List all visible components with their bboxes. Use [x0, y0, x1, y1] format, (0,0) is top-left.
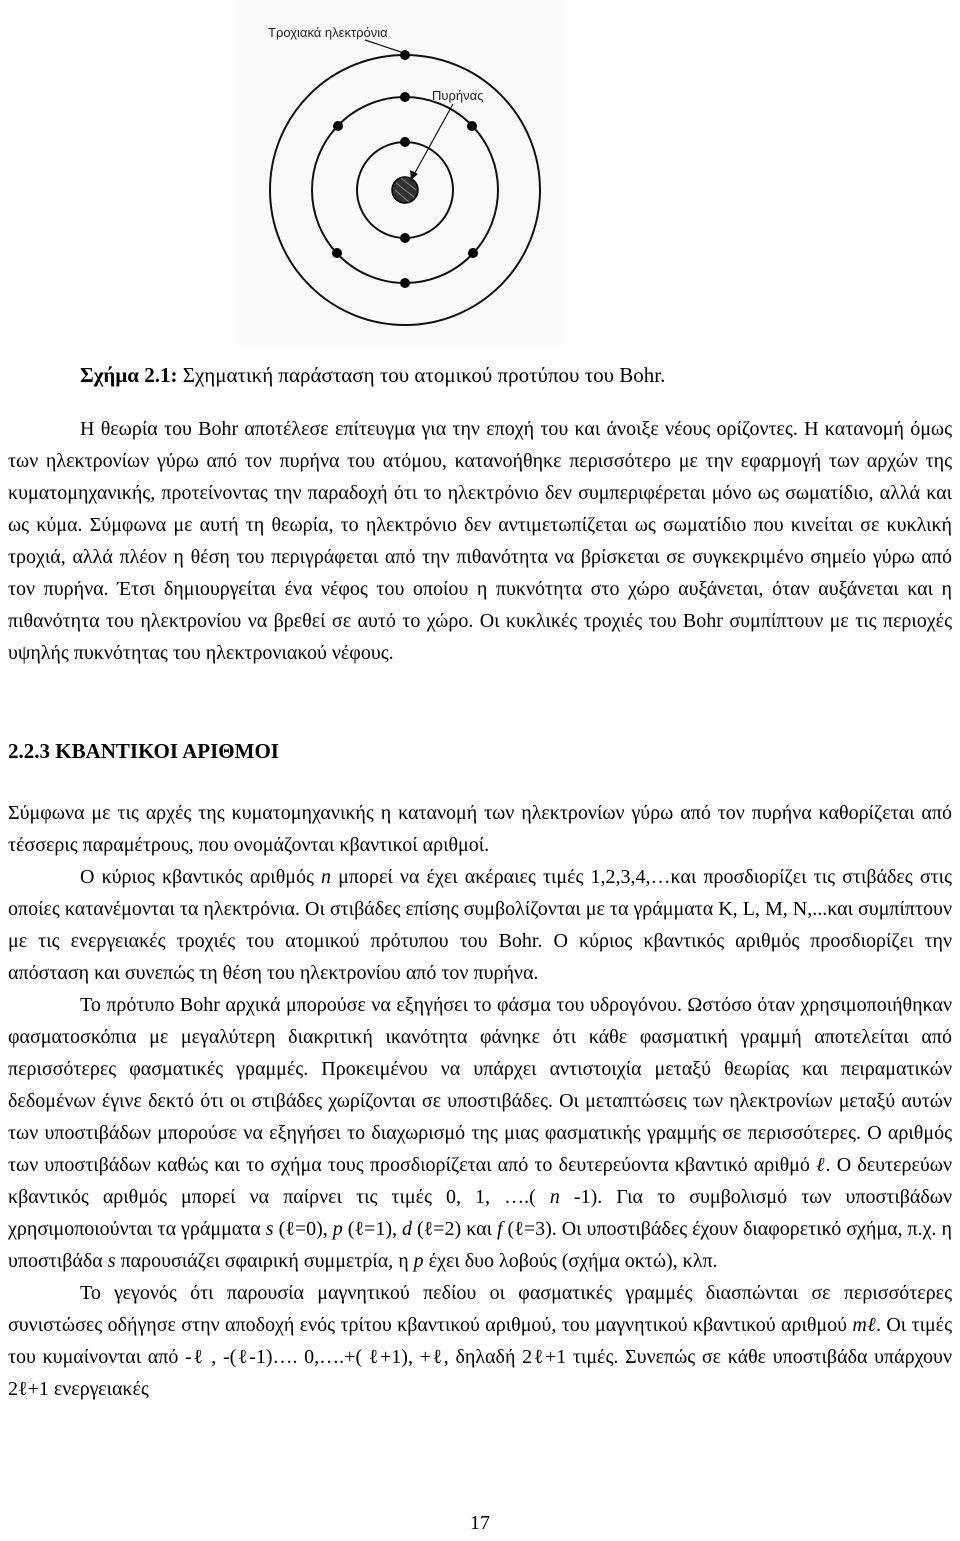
symbol-ml: mℓ: [852, 1314, 876, 1336]
page-number: 17: [470, 1512, 490, 1534]
bohr-model-figure: [225, 0, 585, 345]
symbol-f: f: [496, 1218, 503, 1240]
nucleus-label: Πυρήνας: [432, 88, 484, 103]
text-run: (ℓ=2) και: [412, 1218, 497, 1240]
text-run: παρουσιάζει σφαιρική συμμετρία, η: [115, 1250, 414, 1272]
paragraph-magnetic-number: [8, 1277, 952, 1405]
electron: [400, 137, 410, 147]
electron: [400, 278, 410, 288]
text-run: . Ο δευτερεύων κβαντικός αριθμός μπορεί να παίρνει τις τιμές 0, 1, ….(: [8, 1154, 952, 1208]
caption-prefix: Σχήμα 2.1:: [80, 363, 178, 387]
symbol-p: p: [413, 1250, 424, 1272]
figure-caption: [80, 360, 665, 390]
symbol-s: s: [107, 1250, 116, 1272]
electron: [333, 121, 343, 131]
text-run: (ℓ=0),: [273, 1218, 333, 1240]
electron: [468, 248, 478, 258]
text-run: (ℓ=3). Οι υποστιβάδες έχουν διαφορετικό σχήμα, π.χ. η υποστιβάδα: [8, 1218, 952, 1272]
electron: [467, 121, 477, 131]
section-heading: 2.2.3 ΚΒΑΝΤΙΚΟΙ ΑΡΙΘΜΟΙ: [8, 739, 279, 763]
paragraph-quantum-intro: Σύμφωνα με τις αρχές της κυματομηχανικής η κατανομή των ηλεκτρονίων γύρω από τον πυρήνα καθορίζεται από τέσσερις παραμέτρους, που ονομάζονται κβαντικοί αριθμοί.: [8, 802, 952, 856]
text-run: μπορεί να έχει ακέραιες τιμές 1,2,3,4,…και προσδιορίζει τις στιβάδες στις οποίες κατανέμονται τα ηλεκτρόνια. Οι στιβάδες επίσης συμβολίζονται με τα γράμματα K, L, M, N,...και συμπίπτουν με τις ενεργειακές τροχιές του ατομικού πρότυπου του Bohr. Ο κύριος κβαντικός αριθμός προσδιορίζει την απόσταση και συνεπώς τη θέση του ηλεκτρονίου από τον πυρήνα.: [8, 866, 952, 984]
electron: [332, 248, 342, 258]
body-text-top: [8, 413, 952, 669]
paragraph-azimuthal-number: [8, 989, 952, 1277]
symbol-d: d: [402, 1218, 412, 1240]
caption-text: Σχηματική παράσταση του ατομικού προτύπου του Bohr.: [177, 363, 666, 387]
text-run: Το πρότυπο Bohr αρχικά μπορούσε να εξηγήσει το φάσμα του υδρογόνου. Ωστόσο όταν χρησιμοποιήθηκαν φασματοσκόπια με μεγαλύτερη διακριτική ικανότητα φάνηκε ότι κάθε φασματική γραμμή αποτελείται από περισσότερες φασματικές γραμμές. Προκειμένου να υπάρχει αντιστοιχία μεταξύ θεωρίας και πειραματικών δεδομένων έγινε δεκτό ότι οι στιβάδες χωρίζονται σε υποστιβάδες. Οι μεταπτώσεις των ηλεκτρονίων μεταξύ αυτών των υποστιβάδων μπορούσε να εξηγήσει το διαχωρισμό της μιας φασματικής γραμμής σε περισσότερες. Ο αριθμός των υποστιβάδων καθώς και το σχήμα τους προσδιορίζεται από το δευτερεύοντα κβαντικό αριθμό: [8, 994, 952, 1176]
symbol-s: s: [265, 1218, 274, 1240]
symbol-l: ℓ: [816, 1154, 826, 1176]
paragraph-principal-number: [8, 861, 952, 989]
text-run: Το γεγονός ότι παρουσία μαγνητικού πεδίου οι φασματικές γραμμές διασπώνται σε περισσότερες συνιστώσες οδήγησε στην αποδοχή ενός τρίτου κβαντικού αριθμού, του μαγνητικού κβαντικού αριθμού: [8, 1282, 952, 1336]
electron: [400, 50, 410, 60]
symbol-n: n: [321, 866, 332, 888]
text-run: (ℓ=1),: [342, 1218, 402, 1240]
body-text-main: [8, 797, 952, 1405]
symbol-n: n: [549, 1186, 560, 1208]
symbol-p: p: [332, 1218, 343, 1240]
bohr-model-diagram: [225, 0, 585, 345]
text-run: -1). Για το συμβολισμό των υποστιβάδων χρησιμοποιούνται τα γράμματα: [8, 1186, 952, 1240]
orbitals-label: Τροχιακά ηλεκτρόνια: [268, 25, 388, 40]
text-run: Ο κύριος κβαντικός αριθμός: [80, 866, 322, 888]
paragraph-bohr-theory: Η θεωρία του Bohr αποτέλεσε επίτευγμα για την εποχή του και άνοιξε νέους ορίζοντες. Η κατανομή όμως των ηλεκτρονίων γύρω από τον πυρήνα του ατόμου, κατανοήθηκε περισσότερο με την εφαρμογή των αρχών της κυματομηχανικής, προτείνοντας την παραδοχή ότι το ηλεκτρόνιο δεν συμπεριφέρεται μόνο ως σωματίδιο, αλλά και ως κύμα. Σύμφωνα με αυτή τη θεωρία, το ηλεκτρόνιο δεν αντιμετωπίζεται ως σωματίδιο που κινείται σε κυκλική τροχιά, αλλά πλέον η θέση του περιγράφεται από την πιθανότητα να βρίσκεται σε συγκεκριμένο σημείο γύρω από τον πυρήνα. Έτσι δημιουργείται ένα νέφος του οποίου η πυκνότητα στο χώρο αυξάνεται, όταν αυξάνεται και η πιθανότητα του ηλεκτρονίου να βρεθεί σε αυτό το χώρο. Οι κυκλικές τροχιές του Bohr συμπίπτουν με τις περιοχές υψηλής πυκνότητας του ηλεκτρονιακού νέφους.: [8, 418, 952, 664]
electron: [400, 92, 410, 102]
electron: [400, 233, 410, 243]
text-run: . Οι τιμές του κυμαίνονται από -ℓ , -(ℓ-1)…. 0,….+( ℓ+1), +ℓ, δηλαδή 2ℓ+1 τιμές. Συνεπώς σε κάθε υποστιβάδα υπάρχουν 2ℓ+1 ενεργειακές: [8, 1314, 952, 1400]
text-run: έχει δυο λοβούς (σχήμα οκτώ), κλπ.: [423, 1250, 718, 1272]
